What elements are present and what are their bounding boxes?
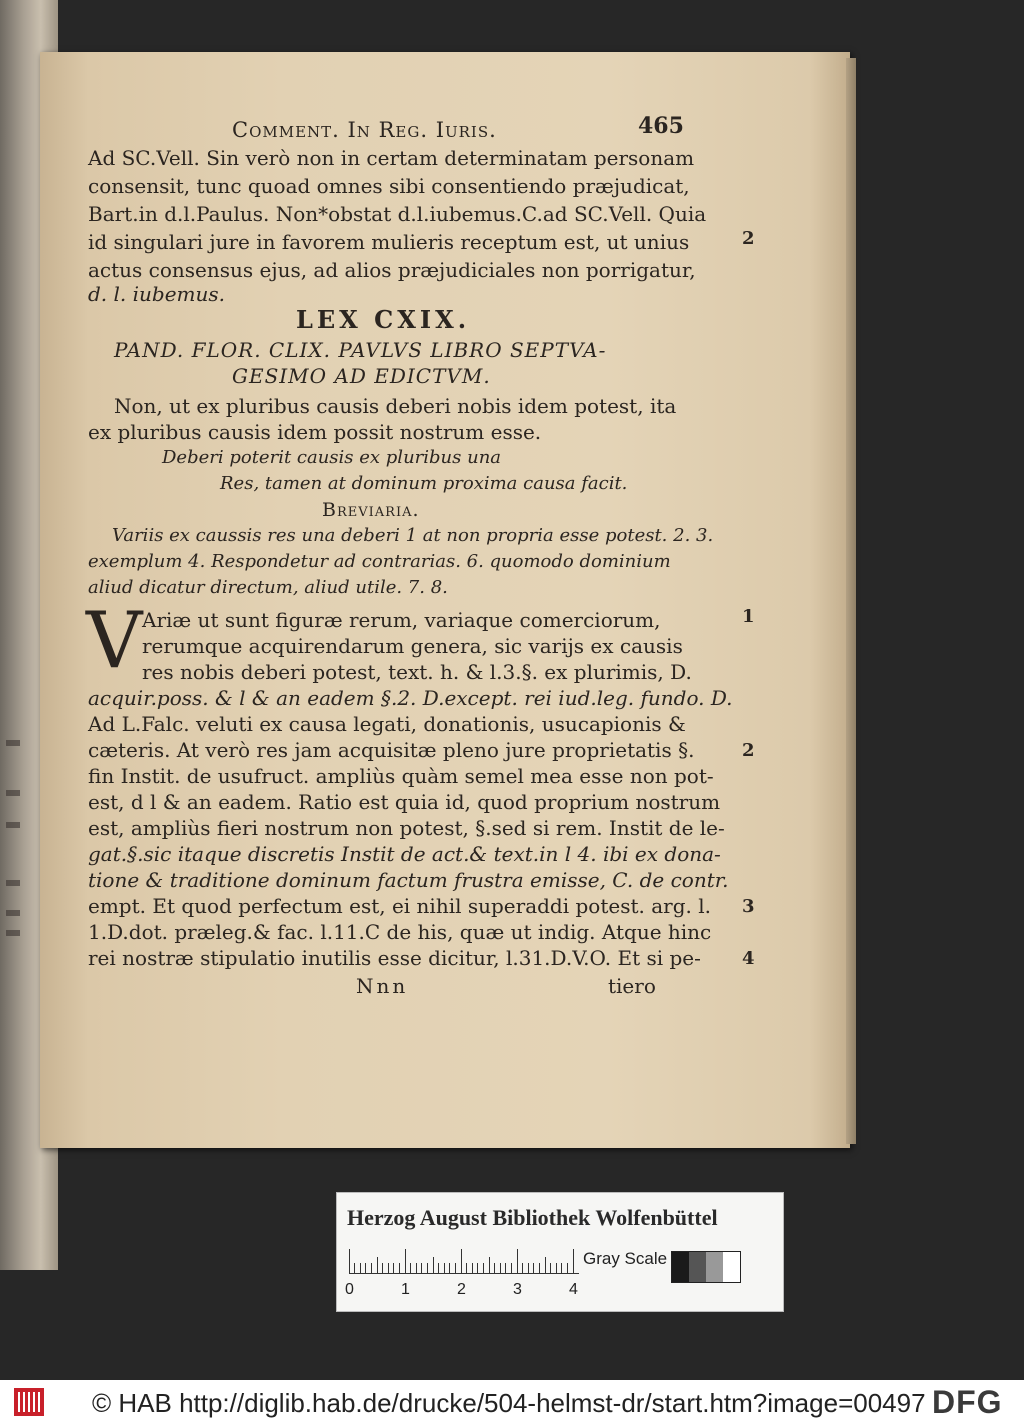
commentary-line: Ad L.Falc. veluti ex causa legati, donationis, usucapionis &: [88, 712, 686, 736]
commentary-line: fin Instit. de usufruct. ampliùs quàm semel mea esse non pot-: [88, 764, 714, 788]
body-line: Bart.in d.l.Paulus. Non*obstat d.l.iubemus.C.ad SC.Vell. Quia: [88, 202, 707, 226]
verse-line: Res, tamen at dominum proxima causa facit.: [220, 473, 628, 494]
scale-number: 2: [457, 1281, 466, 1298]
body-line: Ad SC.Vell. Sin verò non in certam determinatam personam: [88, 146, 695, 170]
commentary-line: empt. Et quod perfectum est, ei nihil superaddi potest. arg. l.: [88, 894, 711, 918]
body-line: id singulari jure in favorem mulieris receptum est, ut unius: [88, 230, 690, 254]
verse-line: Deberi poterit causis ex pluribus una: [162, 447, 502, 468]
commentary-line: acquir.poss. & l & an eadem §.2. D.except. rei iud.leg. fundo. D.: [88, 686, 733, 710]
rule-line: Non, ut ex pluribus causis deberi nobis idem potest, ita: [114, 394, 677, 418]
breviaria-line: aliud dicatur directum, aliud utile. 7. 8.: [88, 577, 448, 598]
institution-name: Herzog August Bibliothek Wolfenbüttel: [347, 1205, 718, 1230]
body-line: actus consensus ejus, ad alios præjudiciales non porrigatur,: [88, 258, 696, 282]
source-line: GESIMO AD EDICTVM.: [232, 364, 491, 388]
margin-number: 4: [742, 948, 755, 969]
breviaria-heading: Breviaria.: [322, 499, 420, 521]
commentary-line: est, ampliùs fieri nostrum non potest, §.sed si rem. Instit de le-: [88, 816, 725, 840]
commentary-line: rerumque acquirendarum genera, sic varijs ex causis: [142, 634, 683, 658]
scale-number: 0: [345, 1281, 354, 1298]
scale-ruler: [349, 1249, 579, 1274]
rule-line: ex pluribus causis idem possit nostrum esse.: [88, 420, 542, 444]
margin-number: 2: [742, 228, 755, 249]
dfg-logo: DFG: [932, 1384, 1003, 1420]
commentary-line: cæteris. At verò res jam acquisitæ pleno jure proprietatis §.: [88, 738, 695, 762]
scale-number: 3: [513, 1281, 522, 1298]
color-reference-card: [336, 1192, 784, 1312]
page-number: 465: [638, 113, 684, 139]
source-line: PAND. FLOR. CLIX. PAVLVS LIBRO SEPTVA-: [114, 338, 607, 362]
drop-cap: V: [86, 596, 143, 686]
margin-number: 3: [742, 896, 755, 917]
gray-scale-label: Gray Scale: [583, 1249, 668, 1268]
gray-scale-swatch: [671, 1251, 741, 1283]
catchword: tiero: [608, 974, 656, 998]
copyright-link[interactable]: © HAB http://diglib.hab.de/drucke/504-helmst-dr/start.htm?image=00497: [92, 1388, 926, 1418]
hab-logo-icon: [14, 1388, 44, 1416]
scale-number: 4: [569, 1281, 578, 1298]
commentary-line: tione & traditione dominum factum frustra emisse, C. de contr.: [88, 868, 729, 892]
breviaria-line: exemplum 4. Respondetur ad contrarias. 6. quomodo dominium: [88, 551, 671, 572]
commentary-line: est, d l & an eadem. Ratio est quia id, quod proprium nostrum: [88, 790, 721, 814]
signature-mark: Nnn: [356, 974, 409, 998]
running-title: Comment. In Reg. Iuris.: [232, 118, 497, 142]
body-line: d. l. iubemus.: [88, 282, 226, 306]
body-line: consensit, tunc quoad omnes sibi consentiendo præjudicat,: [88, 174, 690, 198]
commentary-line: 1.D.dot. præleg.& fac. l.11.C de his, quæ ut indig. Atque hinc: [88, 920, 712, 944]
margin-number: 1: [742, 606, 755, 627]
commentary-line: Ariæ ut sunt figuræ rerum, variaque comerciorum,: [142, 608, 661, 632]
scale-number: 1: [401, 1281, 410, 1298]
commentary-line: rei nostræ stipulatio inutilis esse dicitur, l.31.D.V.O. Et si pe-: [88, 946, 701, 970]
lex-heading: LEX CXIX.: [296, 305, 471, 334]
viewer-footer: [0, 1380, 1024, 1425]
commentary-line: res nobis deberi potest, text. h. & l.3.§. ex plurimis, D.: [142, 660, 692, 684]
page-fore-edge: [846, 58, 856, 1144]
commentary-line: gat.§.sic itaque discretis Instit de act.& text.in l 4. ibi ex dona-: [88, 842, 721, 866]
margin-number: 2: [742, 740, 755, 761]
breviaria-line: Variis ex caussis res una deberi 1 at non propria esse potest. 2. 3.: [112, 525, 714, 546]
